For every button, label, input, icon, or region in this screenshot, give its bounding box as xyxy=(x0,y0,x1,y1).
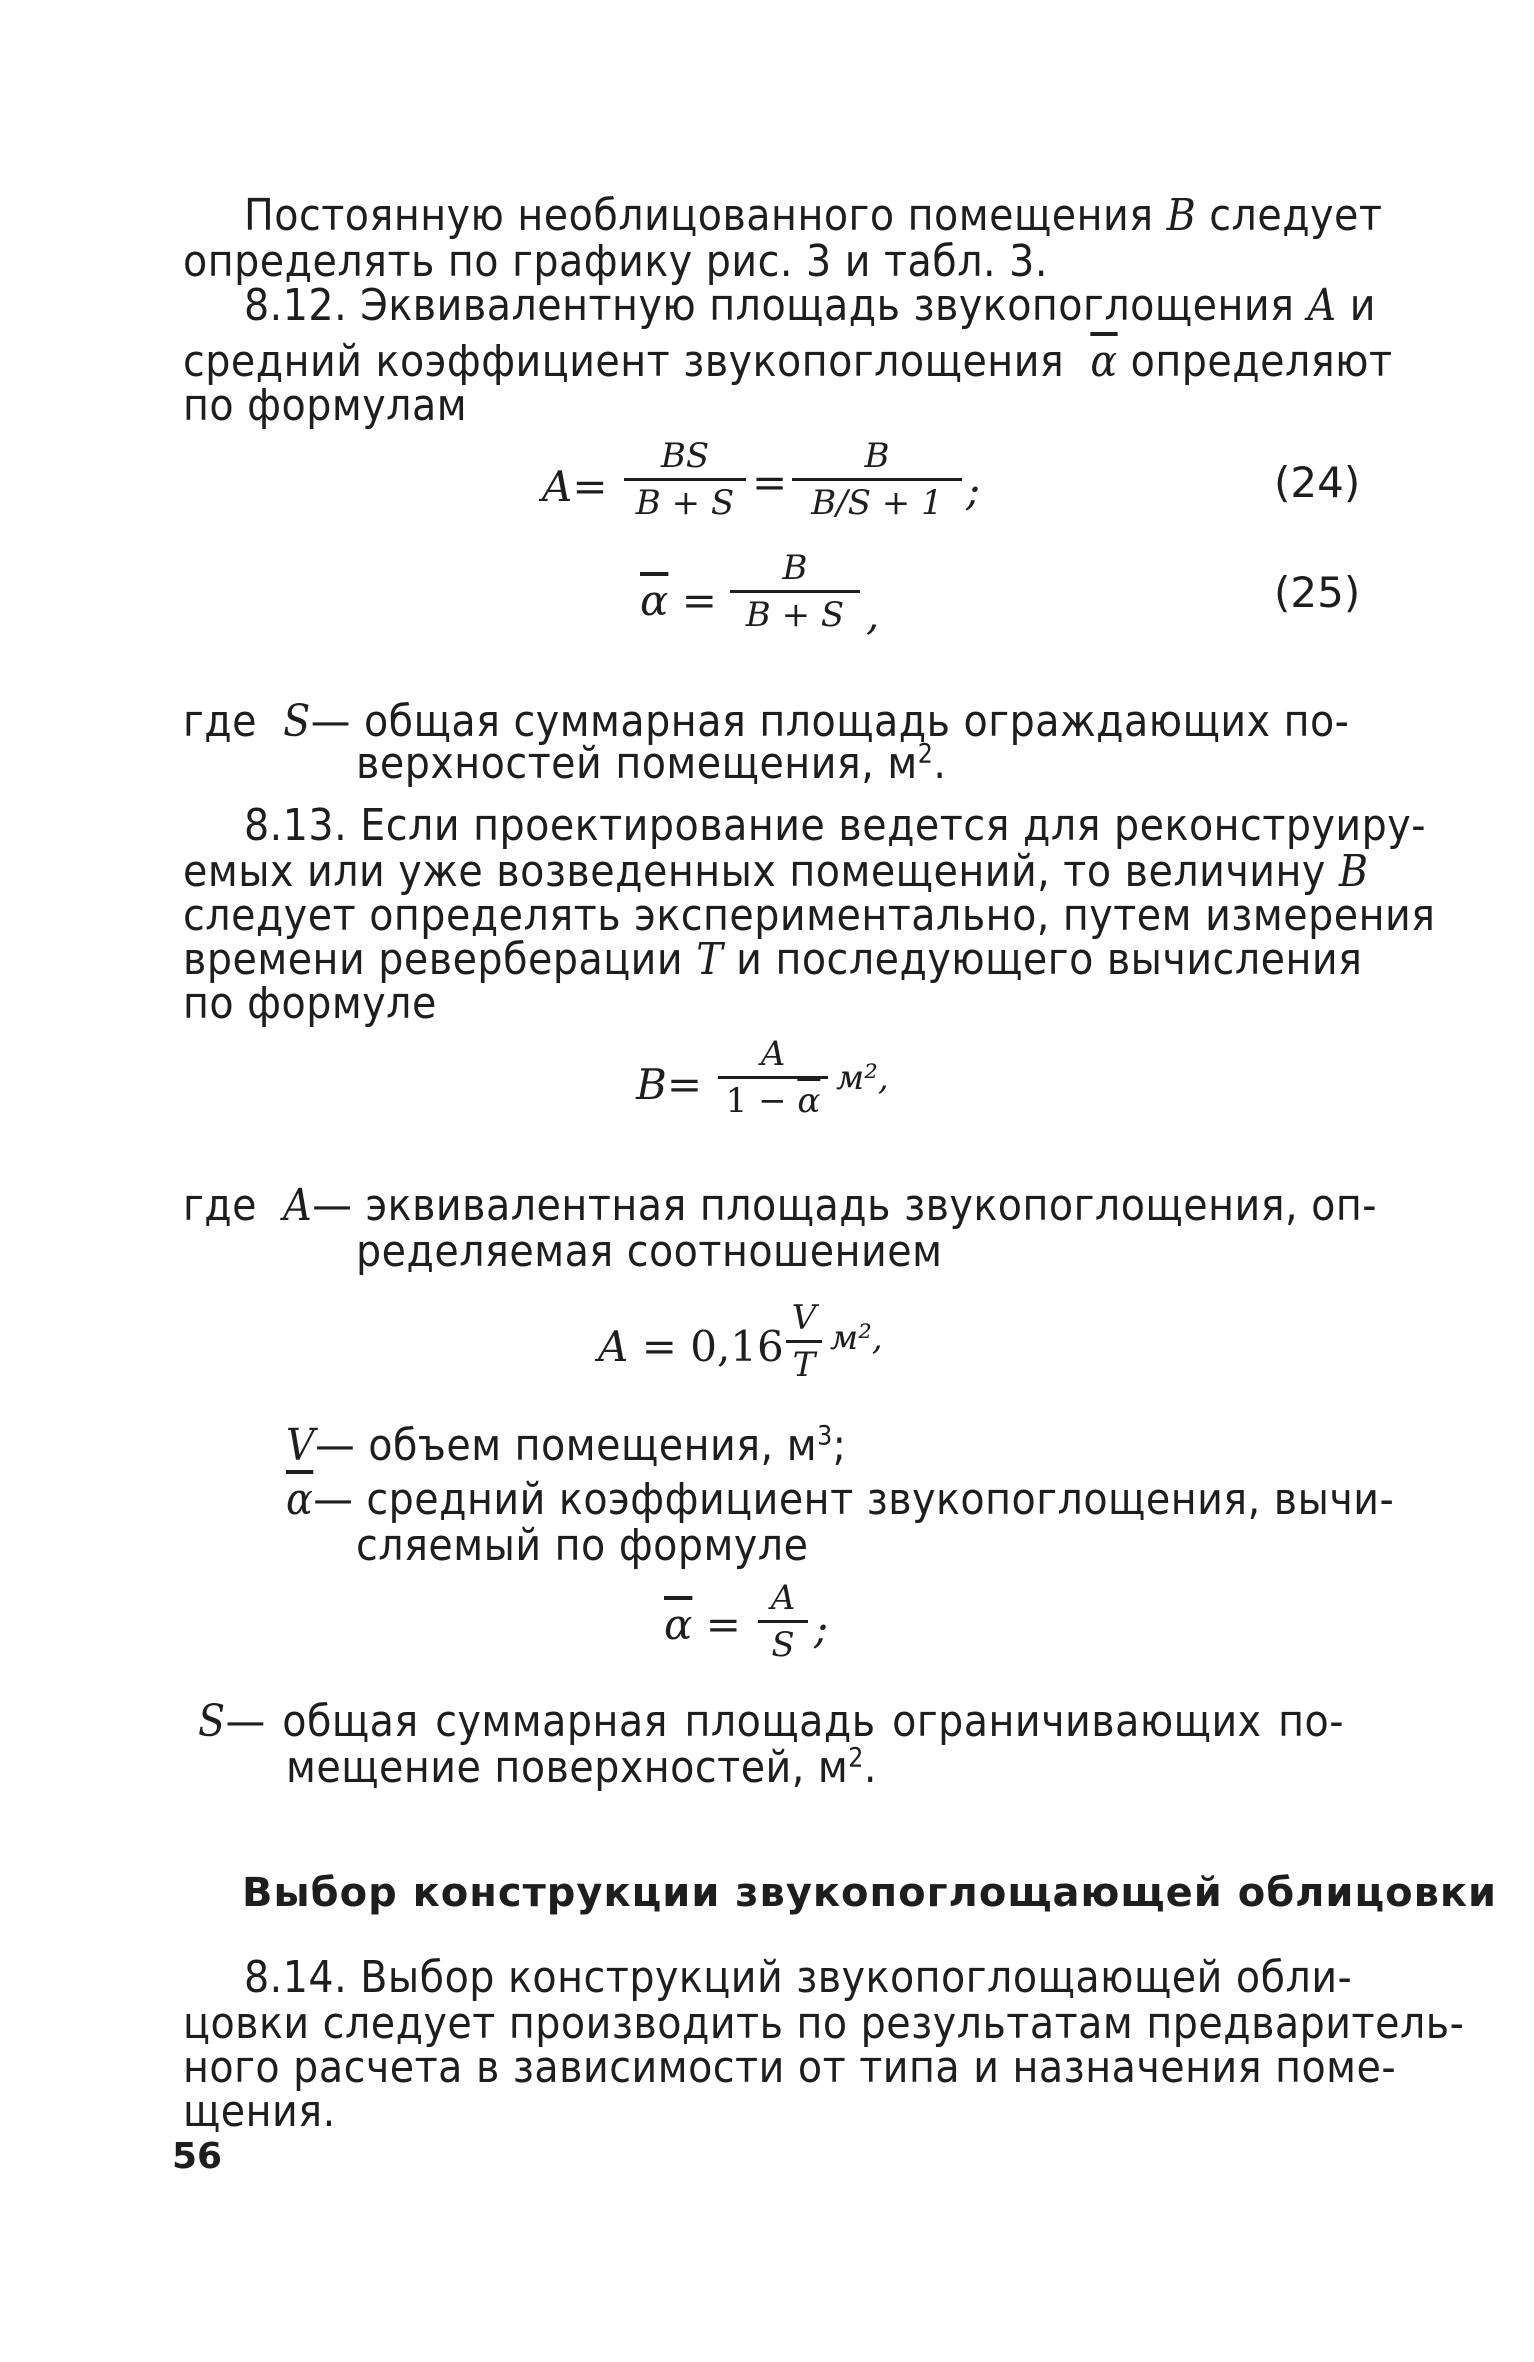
definition-line: где A— эквивалентная площадь звукопоглощения, оп- xyxy=(183,1180,1378,1231)
text-line: по формуле xyxy=(183,978,437,1029)
text-line: средний коэффициент звукопоглощения $\overline{\alpha}$ определяют xyxy=(183,336,1393,387)
definition-line: где S— общая суммарная площадь ограждающих по- xyxy=(183,696,1350,747)
section-heading: Выбор конструкции звукопоглощающей облицовки xyxy=(242,1870,1498,1916)
definition-line: ределяемая соотношением xyxy=(356,1226,943,1277)
fraction: BS B + S xyxy=(624,436,746,523)
fraction: A $1 - \overline{\alpha}$ xyxy=(718,1034,828,1121)
document-page: Постоянную необлицованного помещения B следует определять по графику рис. 3 и табл. 3. 8.12. Эквивалентную площадь звукопоглощения A и средний коэффициент звукопоглощения $\overline{\alpha}$ определяют по формулам A= BS B + S = B B/S + 1 ; (24) $\overline{\alpha}$ = B B + S , (25) где S— общая суммарная площадь ограждающих по- верхностей помещения, $м^2$. 8.13. Если проектирование ведется для реконструиру- емых или уже возведенных помещений, то величину B следует определять экспериментально, путем измерения времени реверберации T и последующего вычисления по формуле B= A $1 - \overline{\alpha}$ м², где A— эквивалентная площадь звукопоглощения, оп- ределяемая соотношением A = 0,16 V T м², V— объем помещения, $м^3$; $\overline{\alpha}—$ средний коэффициент звукопоглощения, вычи- сляемый по формуле $\overline{\alpha}$ = A S ; S— общая суммарная площадь ограничивающих по- мещение поверхностей, $м^2$. Выбор конструкции звукопоглощающей облицовки 8.14. Выбор конструкций звукопоглощающей обли- цовки следует производить по результатам предваритель- ного расчета в зависимости от типа и назначения поме- щения. 56 xyxy=(172,190,1498,2177)
definition-line: сляемый по формуле xyxy=(356,1520,809,1571)
text-line: времени реверберации T и последующего вычисления xyxy=(183,934,1363,985)
fraction: A S xyxy=(758,1578,808,1665)
fraction: B B + S xyxy=(730,548,860,635)
equation-number: (24) xyxy=(1274,458,1361,507)
definition-line: верхностей помещения, $м^2$. xyxy=(356,738,947,789)
text-line: по формулам xyxy=(183,380,468,431)
page-number: 56 xyxy=(172,2136,223,2177)
definition-line: S— общая суммарная площадь ограничивающих по- xyxy=(198,1696,1344,1747)
text-line: ного расчета в зависимости от типа и назначения поме- xyxy=(183,2042,1397,2093)
text-line: следует определять экспериментально, путем измерения xyxy=(183,890,1436,941)
text-line: 8.14. Выбор конструкций звукопоглощающей обли- xyxy=(244,1952,1353,2003)
fraction: V T xyxy=(786,1298,822,1385)
text-line: 8.12. Эквивалентную площадь звукопоглощения A и xyxy=(244,280,1376,331)
fraction: B B/S + 1 xyxy=(792,436,962,523)
text-line: цовки следует производить по результатам предваритель- xyxy=(183,1998,1465,2049)
definition-line: мещение поверхностей, $м^2$. xyxy=(286,1742,877,1793)
definition-line: V— объем помещения, $м^3$; xyxy=(286,1420,847,1471)
text-line: емых или уже возведенных помещений, то величину B xyxy=(183,846,1369,897)
text-line: щения. xyxy=(183,2086,336,2137)
definition-line: $\overline{\alpha}—$ средний коэффициент звукопоглощения, вычи- xyxy=(286,1474,1395,1525)
text-line: определять по графику рис. 3 и табл. 3. xyxy=(183,236,1048,287)
equation-number: (25) xyxy=(1274,568,1361,617)
text-line: Постоянную необлицованного помещения B следует xyxy=(244,190,1383,241)
text-line: 8.13. Если проектирование ведется для реконструиру- xyxy=(244,800,1426,851)
